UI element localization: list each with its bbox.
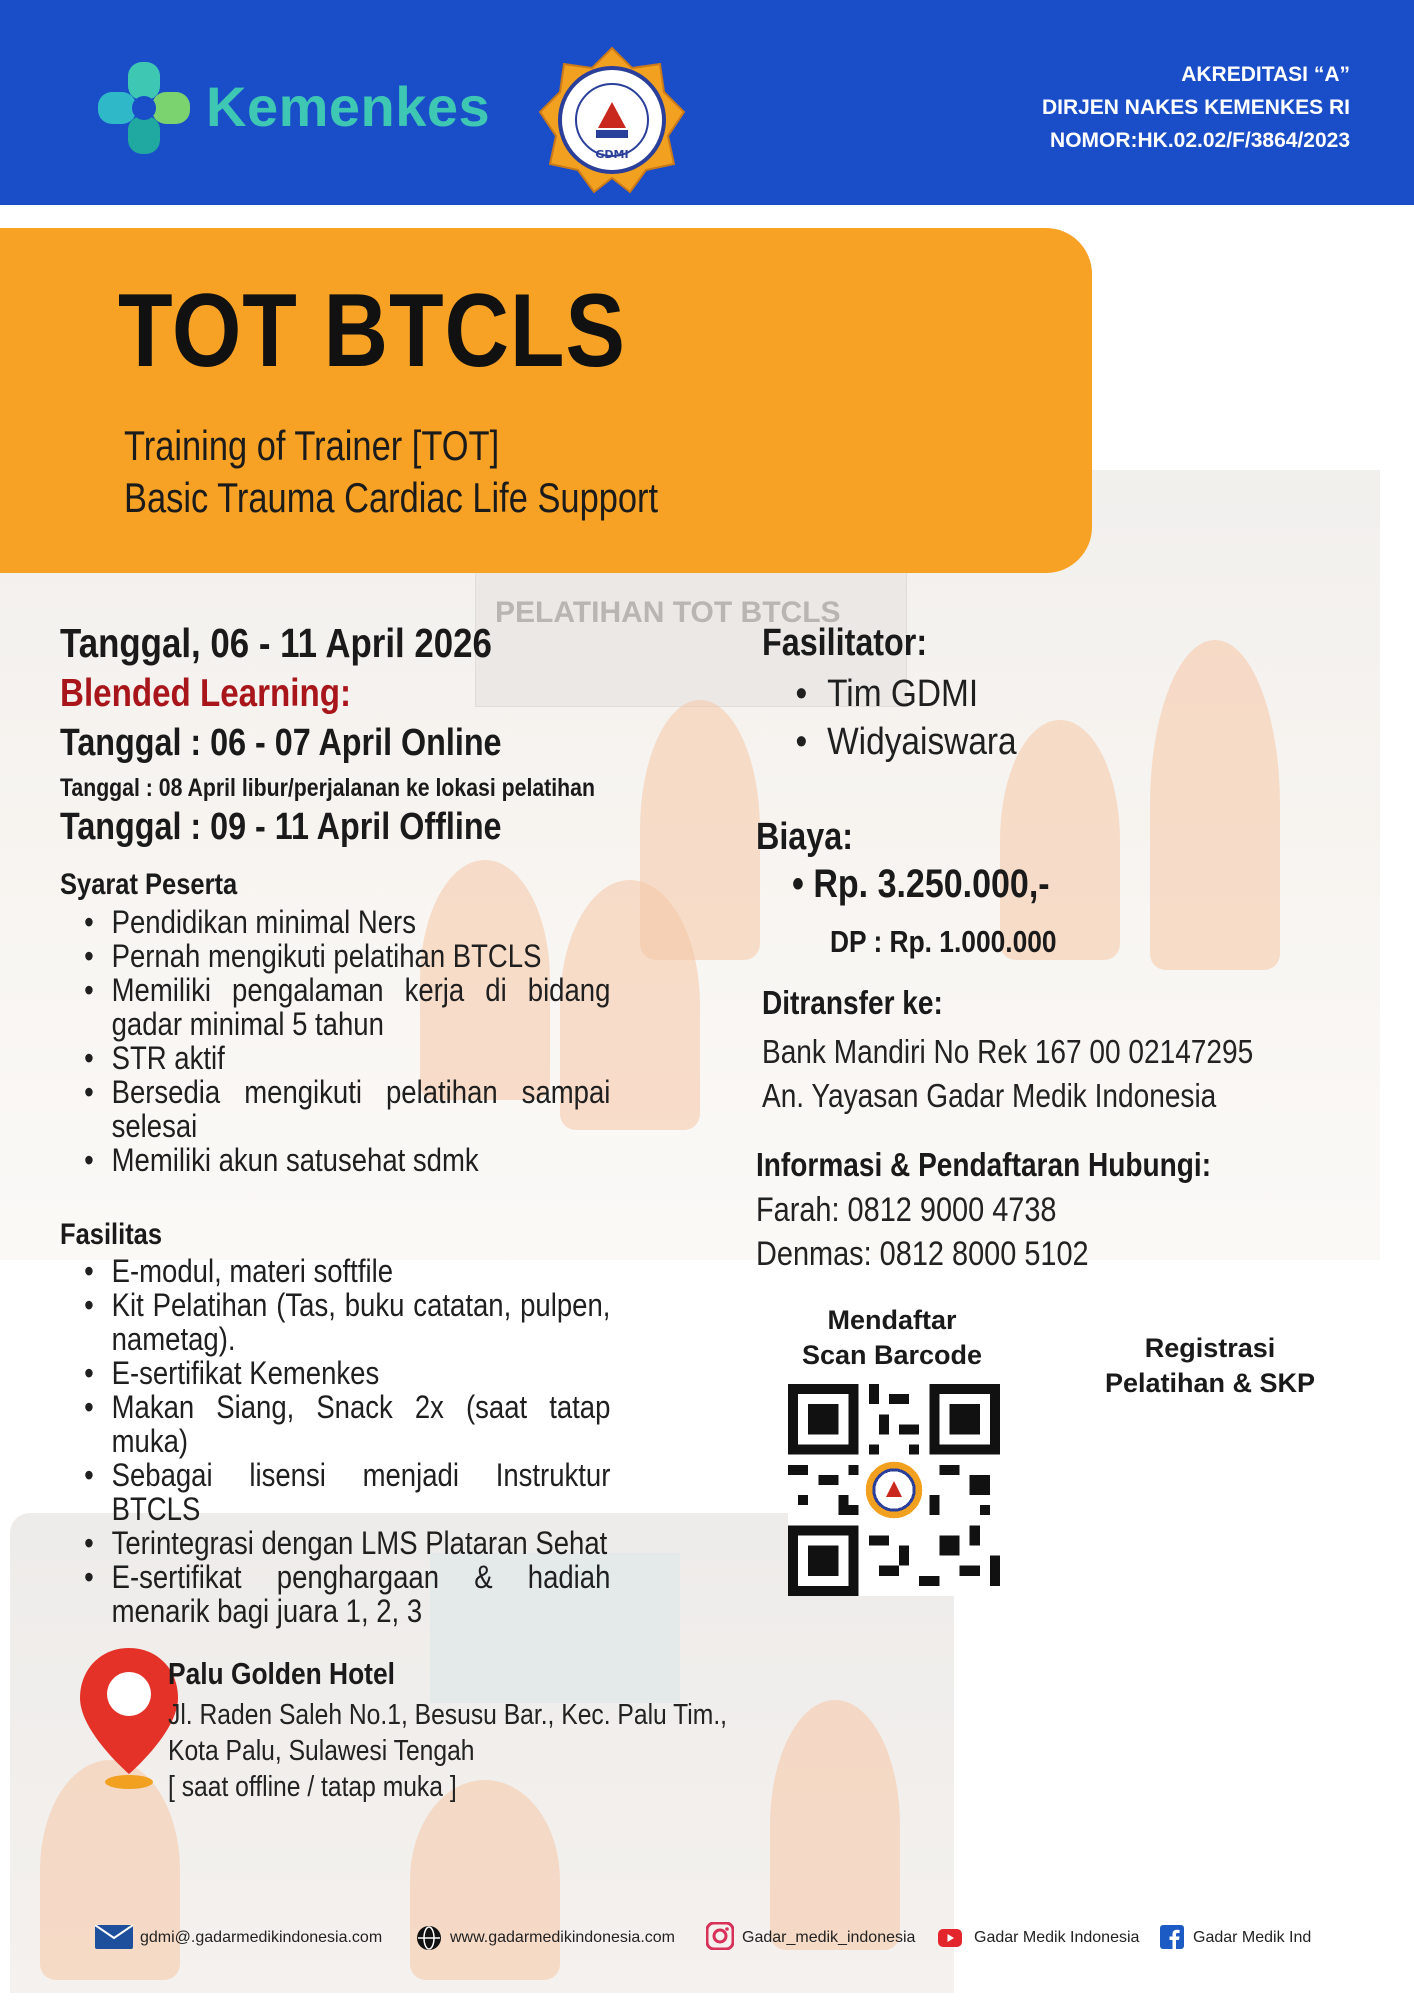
price-value: Rp. 3.250.000,-: [813, 862, 1050, 906]
footer-facebook[interactable]: Gadar Medik Ind: [1193, 1929, 1312, 1946]
facilitator-list: [762, 670, 1179, 766]
globe-icon: [416, 1925, 442, 1951]
list-item: • Pernah mengikuti pelatihan BTCLS: [60, 939, 610, 973]
facilitator-heading: Fasilitator:: [762, 622, 928, 664]
contact-list: [756, 1188, 1089, 1276]
footer-website[interactable]: www.gadarmedikindonesia.com: [450, 1929, 675, 1946]
list-item: • Kit Pelatihan (Tas, buku catatan, pulpen, nametag).: [60, 1288, 610, 1356]
address-line: Jl. Raden Saleh No.1, Besusu Bar., Kec. Palu Tim.,: [168, 1699, 728, 1731]
venue-note: [ saat offline / tatap muka ]: [168, 1771, 457, 1803]
page-subtitle: [124, 420, 658, 524]
footer-email[interactable]: gdmi@.gadarmedikindonesia.com: [140, 1929, 383, 1946]
venue-address: [168, 1697, 727, 1805]
account-name: An. Yayasan Gadar Medik Indonesia: [762, 1077, 1217, 1114]
accreditation-line: AKREDITASI “A”: [1181, 63, 1350, 86]
down-payment: DP : Rp. 1.000.000: [830, 924, 1057, 959]
subtitle-line: Basic Trauma Cardiac Life Support: [124, 474, 659, 521]
email-icon: [95, 1925, 133, 1949]
list-item: • STR aktif: [60, 1041, 610, 1075]
list-item: • E-modul, materi softfile: [60, 1254, 610, 1288]
facebook-icon: [1160, 1925, 1184, 1949]
scan-instruction: [760, 1303, 1024, 1373]
qr-code-icon[interactable]: [788, 1384, 1000, 1596]
instagram-icon: [706, 1922, 734, 1950]
list-item: • Widyaiswara: [762, 718, 1179, 766]
price: • Rp. 3.250.000,-: [792, 862, 1050, 906]
accreditation-block: [1042, 58, 1350, 157]
cost-heading: Biaya:: [756, 816, 853, 858]
list-item: • Terintegrasi dengan LMS Plataran Sehat: [60, 1526, 610, 1560]
gdmi-seal-icon: [538, 46, 686, 194]
list-item: • Bersedia mengikuti pelatihan sampai selesai: [60, 1075, 610, 1143]
footer-instagram[interactable]: Gadar_medik_indonesia: [742, 1929, 916, 1946]
bank-account: Bank Mandiri No Rek 167 00 02147295: [762, 1033, 1254, 1070]
requirements-heading: Syarat Peserta: [60, 868, 238, 901]
subtitle-line: Training of Trainer [TOT]: [124, 422, 500, 469]
gdmi-seal-abbr: GDMI: [595, 148, 629, 161]
offline-date: Tanggal : 09 - 11 April Offline: [60, 806, 502, 848]
learning-mode: Blended Learning:: [60, 672, 352, 715]
scan-line: Scan Barcode: [801, 1340, 983, 1370]
registration-line: Registrasi: [1144, 1333, 1276, 1363]
page-title: TOT BTCLS: [118, 273, 626, 389]
list-item: • Pendidikan minimal Ners: [60, 905, 610, 939]
bank-details: [762, 1030, 1253, 1118]
online-date: Tanggal : 06 - 07 April Online: [60, 722, 502, 764]
registration-label: [1094, 1331, 1326, 1401]
scan-line: Mendaftar: [827, 1305, 957, 1335]
contact-item[interactable]: Denmas: 0812 8000 5102: [756, 1235, 1089, 1273]
list-item: • E-sertifikat penghargaan & hadiah menarik bagi juara 1, 2, 3: [60, 1560, 610, 1628]
accreditation-line: NOMOR:HK.02.02/F/3864/2023: [1050, 129, 1350, 152]
kemenkes-logo-text: Kemenkes: [206, 75, 491, 138]
list-item: • E-sertifikat Kemenkes: [60, 1356, 610, 1390]
address-line: Kota Palu, Sulawesi Tengah: [168, 1735, 475, 1767]
requirements-list: [60, 905, 610, 1177]
facilities-list: [60, 1254, 610, 1628]
event-date: Tanggal, 06 - 11 April 2026: [60, 620, 492, 666]
travel-date: Tanggal : 08 April libur/perjalanan ke lokasi pelatihan: [60, 774, 595, 802]
footer-youtube[interactable]: Gadar Medik Indonesia: [974, 1929, 1140, 1946]
accreditation-line: DIRJEN NAKES KEMENKES RI: [1041, 96, 1350, 119]
contact-item[interactable]: Farah: 0812 9000 4738: [756, 1191, 1057, 1229]
kemenkes-logo-icon: [96, 60, 192, 156]
photo-person: [770, 1700, 900, 1950]
list-item: • Memiliki pengalaman kerja di bidang gadar minimal 5 tahun: [60, 973, 610, 1041]
list-item: • Makan Siang, Snack 2x (saat tatap muka): [60, 1390, 610, 1458]
list-item: • Tim GDMI: [762, 670, 1179, 718]
venue-name: Palu Golden Hotel: [168, 1656, 395, 1691]
list-item: • Memiliki akun satusehat sdmk: [60, 1143, 610, 1177]
contact-heading: Informasi & Pendaftaran Hubungi:: [756, 1146, 1212, 1183]
transfer-heading: Ditransfer ke:: [762, 984, 943, 1021]
facilities-heading: Fasilitas: [60, 1218, 163, 1251]
list-item: • Sebagai lisensi menjadi Instruktur BTCLS: [60, 1458, 610, 1526]
photo-event-banner-text: PELATIHAN TOT BTCLS: [495, 596, 841, 629]
registration-line: Pelatihan & SKP: [1104, 1368, 1316, 1398]
youtube-icon: [938, 1929, 962, 1947]
